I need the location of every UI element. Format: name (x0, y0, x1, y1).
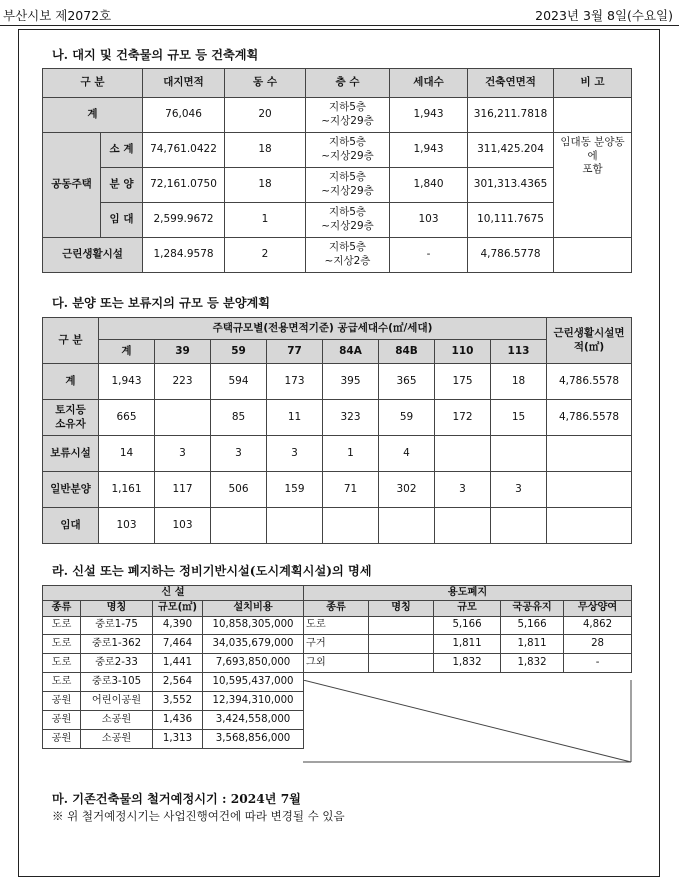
cell: 1,811 (501, 635, 564, 654)
floors-cell: 지하5층 ~지상29층 (306, 168, 390, 203)
floors-cell: 지하5층 ~지상29층 (306, 203, 390, 238)
cell: 2,564 (153, 673, 203, 692)
cell: 301,313.4365 (468, 168, 554, 203)
cell: 10,858,305,000 (203, 617, 304, 635)
floors-cell: 지하5층 ~지상2층 (306, 238, 390, 273)
cell: 10,111.7675 (468, 203, 554, 238)
cell: 506 (211, 472, 267, 508)
table-row (43, 203, 632, 238)
cell: 18 (225, 168, 306, 203)
row-label: 임 대 (101, 203, 143, 238)
size-col-113: 113 (491, 340, 547, 364)
cell: 3 (211, 436, 267, 472)
cell (547, 436, 632, 472)
cell: 1,943 (390, 98, 468, 133)
table-row (43, 654, 632, 673)
header-facility-area: 근린생활시설면 적(㎡) (547, 318, 632, 364)
cell: 3 (267, 436, 323, 472)
size-col-59: 59 (211, 340, 267, 364)
cell (435, 508, 491, 544)
row-label: 소 계 (101, 133, 143, 168)
section-ma-title: 마. 기존건축물의 철거예정시기 : 2024년 7월 (52, 792, 301, 806)
remarks-cell: 임대동 분양동에 포함 (554, 133, 632, 238)
header-category: 구 분 (43, 318, 99, 364)
cell (554, 238, 632, 273)
cell: 어린이공원 (81, 692, 153, 711)
cell: - (390, 238, 468, 273)
cell: 14 (99, 436, 155, 472)
cell: 159 (267, 472, 323, 508)
table-row (43, 472, 632, 508)
table-row (43, 635, 632, 654)
cell: 175 (435, 364, 491, 400)
cell: 중로2-33 (81, 654, 153, 673)
cell: 공원 (43, 711, 81, 730)
size-col-total: 계 (99, 340, 155, 364)
cell: 103 (99, 508, 155, 544)
cell: 중로1-75 (81, 617, 153, 635)
cell: 4 (379, 436, 435, 472)
col-cost: 설치비용 (203, 601, 304, 617)
cell: 72,161.0750 (143, 168, 225, 203)
cell: 도로 (43, 617, 81, 635)
cell (211, 508, 267, 544)
cell: 7,464 (153, 635, 203, 654)
cell: 1 (225, 203, 306, 238)
cell: 103 (155, 508, 211, 544)
size-col-84a: 84A (323, 340, 379, 364)
cell: 5,166 (501, 617, 564, 635)
cell: 665 (99, 400, 155, 436)
table-row (43, 436, 632, 472)
cell (547, 472, 632, 508)
col-public-land: 국공유지 (501, 601, 564, 617)
gazette-issue: 부산시보 제2072호 (3, 8, 112, 23)
cell: 76,046 (143, 98, 225, 133)
table-row (43, 238, 632, 273)
cell (369, 654, 434, 673)
cell: 도로 (43, 635, 81, 654)
row-label: 분 양 (101, 168, 143, 203)
row-label: 보류시설 (43, 436, 99, 472)
cell: 1,284.9578 (143, 238, 225, 273)
size-col-77: 77 (267, 340, 323, 364)
row-label: 일반분양 (43, 472, 99, 508)
cell: 1,943 (390, 133, 468, 168)
cell: 1,313 (153, 730, 203, 749)
cell: 1,943 (99, 364, 155, 400)
publication-date: 2023년 3월 8일(수요일) (535, 8, 673, 23)
cell: 223 (155, 364, 211, 400)
section-ra-title: 라. 신설 또는 폐지하는 정비기반시설(도시계획시설)의 명세 (52, 564, 372, 578)
header-floors: 층 수 (306, 69, 390, 98)
table-row (43, 168, 632, 203)
diagonal-line (303, 680, 631, 762)
header-remarks: 비 고 (554, 69, 632, 98)
cell: 311,425.204 (468, 133, 554, 168)
sales-plan-table (42, 317, 632, 544)
table-row (43, 400, 632, 436)
size-col-84b: 84B (379, 340, 435, 364)
row-label: 토지등 소유자 (43, 400, 99, 436)
cell: 3,552 (153, 692, 203, 711)
cell: 3,568,856,000 (203, 730, 304, 749)
cell: 594 (211, 364, 267, 400)
cell: 34,035,679,000 (203, 635, 304, 654)
cell: 1,441 (153, 654, 203, 673)
cell: 18 (225, 133, 306, 168)
cell: 1,840 (390, 168, 468, 203)
cell: 103 (390, 203, 468, 238)
cell: 10,595,437,000 (203, 673, 304, 692)
cell: 4,786.5778 (468, 238, 554, 273)
col-size: 규모(㎡) (153, 601, 203, 617)
cell: 1,436 (153, 711, 203, 730)
table-row (43, 617, 632, 635)
row-label: 임대 (43, 508, 99, 544)
cell (323, 508, 379, 544)
cell: 395 (323, 364, 379, 400)
col-type: 종류 (43, 601, 81, 617)
col-abolish-type: 종류 (304, 601, 369, 617)
building-plan-table (42, 68, 632, 273)
cell: 중로3-105 (81, 673, 153, 692)
header-buildings: 동 수 (225, 69, 306, 98)
cell: 11 (267, 400, 323, 436)
cell (491, 508, 547, 544)
cell: 공원 (43, 730, 81, 749)
group-label: 공동주택 (43, 133, 101, 238)
cell (547, 508, 632, 544)
cell: 59 (379, 400, 435, 436)
cell: 7,693,850,000 (203, 654, 304, 673)
cell: 71 (323, 472, 379, 508)
cell: 도로 (304, 617, 369, 635)
cell: 구거 (304, 635, 369, 654)
cell (435, 436, 491, 472)
cell: 3 (491, 472, 547, 508)
cell: 4,862 (564, 617, 632, 635)
cell: 3 (155, 436, 211, 472)
col-free-transfer: 무상양여 (564, 601, 632, 617)
cell (554, 98, 632, 133)
cell: 2,599.9672 (143, 203, 225, 238)
cell: - (564, 654, 632, 673)
header-households: 세대수 (390, 69, 468, 98)
header-abolish: 용도폐지 (304, 586, 632, 601)
section-da-title: 다. 분양 또는 보류지의 규모 등 분양계획 (52, 296, 271, 310)
header-site-area: 대지면적 (143, 69, 225, 98)
col-name: 명칭 (81, 601, 153, 617)
floors-cell: 지하5층 ~지상29층 (306, 133, 390, 168)
cell: 85 (211, 400, 267, 436)
header-size-group: 주택규모별(전용면적기준) 공급세대수(㎡/세대) (99, 318, 547, 340)
demolition-note: ※ 위 철거예정시기는 사업진행여건에 따라 변경될 수 있음 (52, 809, 345, 823)
cell: 1,832 (434, 654, 501, 673)
cell: 2 (225, 238, 306, 273)
cell: 1 (323, 436, 379, 472)
cell: 74,761.0422 (143, 133, 225, 168)
col-abolish-size: 규모 (434, 601, 501, 617)
cell (155, 400, 211, 436)
cell (369, 617, 434, 635)
cell: 도로 (43, 673, 81, 692)
col-abolish-name: 명칭 (369, 601, 434, 617)
cell: 28 (564, 635, 632, 654)
cell: 1,161 (99, 472, 155, 508)
table-row (43, 364, 632, 400)
header-rule (0, 25, 679, 26)
size-col-39: 39 (155, 340, 211, 364)
floors-cell: 지하5층 ~지상29층 (306, 98, 390, 133)
cell: 그외 (304, 654, 369, 673)
cell: 18 (491, 364, 547, 400)
cell: 소공원 (81, 711, 153, 730)
cell: 4,786.5578 (547, 364, 632, 400)
table-row (43, 133, 632, 168)
cell (491, 436, 547, 472)
row-label: 계 (43, 364, 99, 400)
row-label: 근린생활시설 (43, 238, 143, 273)
cell: 172 (435, 400, 491, 436)
cell: 302 (379, 472, 435, 508)
cell (369, 635, 434, 654)
cell: 공원 (43, 692, 81, 711)
cell: 12,394,310,000 (203, 692, 304, 711)
table-row (43, 98, 632, 133)
cell: 173 (267, 364, 323, 400)
cell: 15 (491, 400, 547, 436)
cell: 1,811 (434, 635, 501, 654)
cell: 365 (379, 364, 435, 400)
cell: 3,424,558,000 (203, 711, 304, 730)
row-label: 계 (43, 98, 143, 133)
cell: 4,786.5578 (547, 400, 632, 436)
cell: 도로 (43, 654, 81, 673)
cell: 117 (155, 472, 211, 508)
cell: 20 (225, 98, 306, 133)
table-row (43, 508, 632, 544)
header-category: 구 분 (43, 69, 143, 98)
cell: 소공원 (81, 730, 153, 749)
header-new: 신 설 (43, 586, 304, 601)
cell: 1,832 (501, 654, 564, 673)
cell: 3 (435, 472, 491, 508)
cell: 323 (323, 400, 379, 436)
cell: 5,166 (434, 617, 501, 635)
size-col-110: 110 (435, 340, 491, 364)
cell (379, 508, 435, 544)
header-floor-area: 건축연면적 (468, 69, 554, 98)
cell (267, 508, 323, 544)
empty-area-diagonal (303, 680, 632, 763)
cell: 중로1-362 (81, 635, 153, 654)
cell: 4,390 (153, 617, 203, 635)
section-na-title: 나. 대지 및 건축물의 규모 등 건축계획 (52, 48, 259, 62)
cell: 316,211.7818 (468, 98, 554, 133)
